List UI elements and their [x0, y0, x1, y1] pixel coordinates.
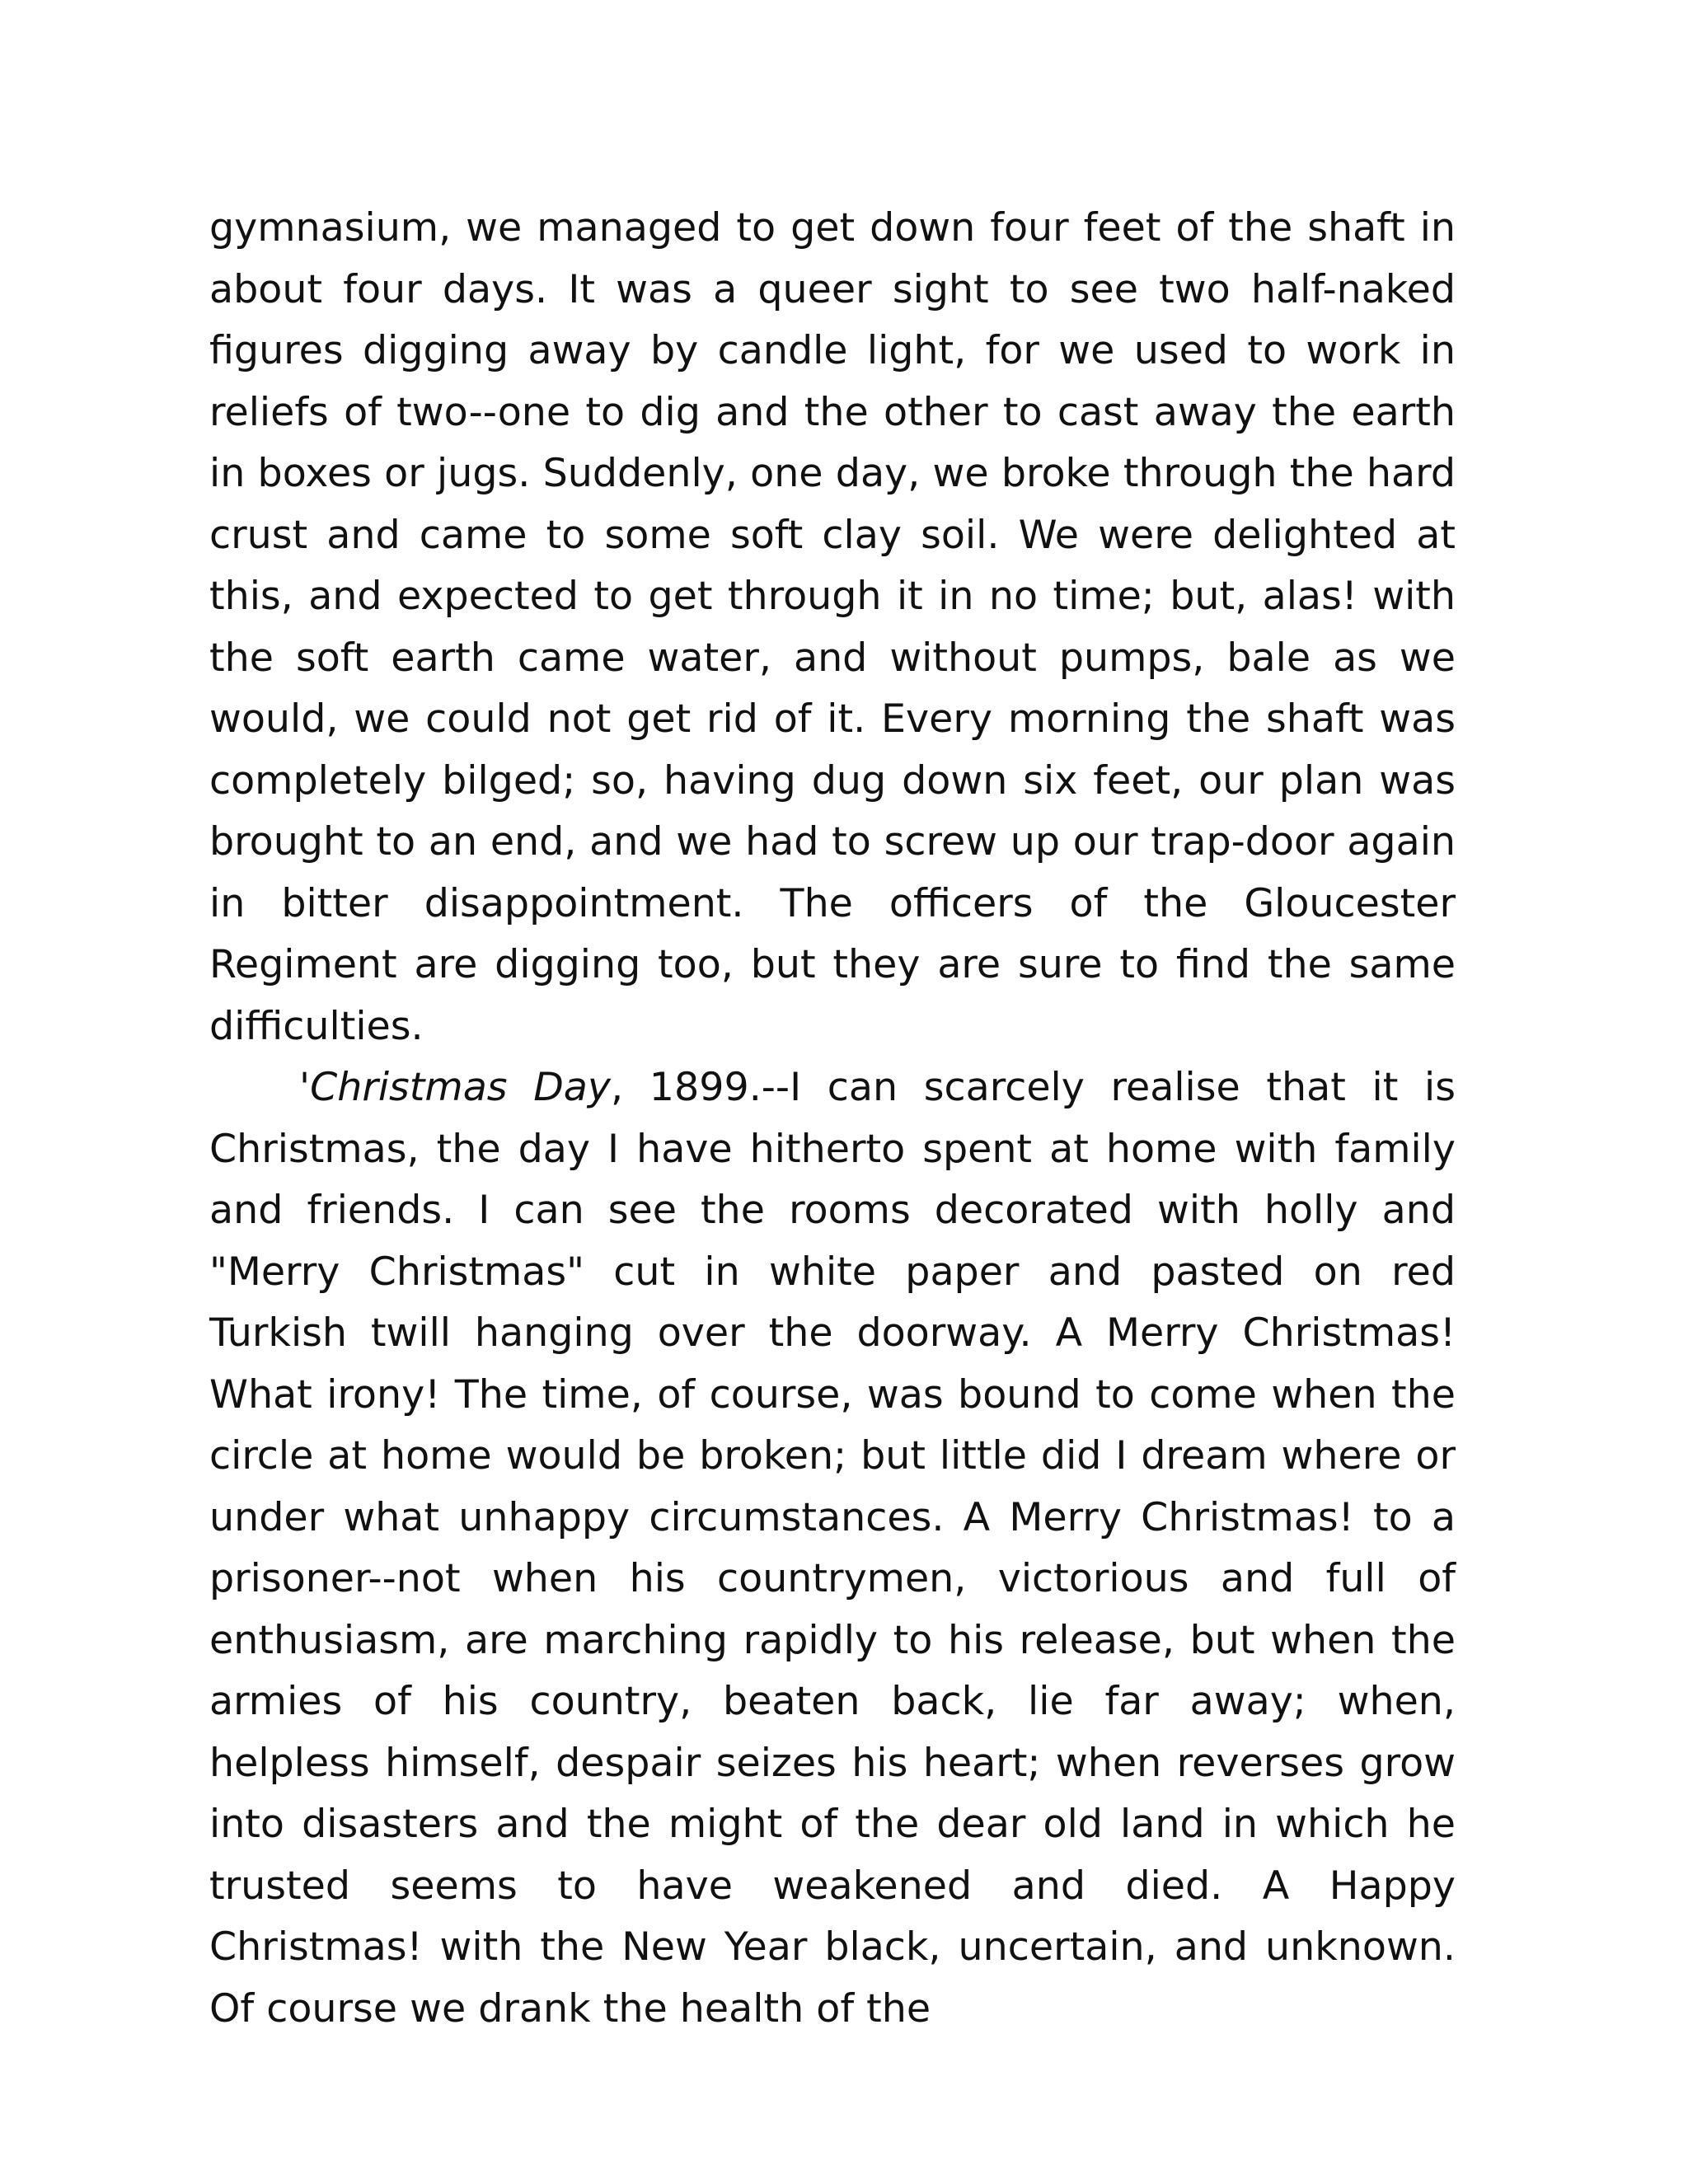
- christmas-day-text: , 1899.--I can scarcely realise that it is Christmas, the day I have hitherto spent at home with family and friends. I can see the rooms decorated with holly and "Merry Christmas" cut in white paper and pasted on red Turkish twill hanging over the doorway. A Merry Christmas! What irony! The time, of course, was bound to come when the circle at home would be broken; but little did I dream where or under what unhappy circumstances. A Merry Christmas! to a prisoner--not when his countrymen, victorious and full of enthusiasm, are marching rapidly to his release, but when the armies of his country, beaten back, lie far away; when, helpless himself, despair seizes his heart; when reverses grow into disasters and the might of the dear old land in which he trusted seems to have weakened and died. A Happy Christmas! with the New Year black, uncertain, and unknown. Of course we drank the health of the: [209, 1065, 1456, 2032]
- paragraph-shaft-digging: gymnasium, we managed to get down four feet of the shaft in about four days. It was a queer sight to see two half-naked figures digging away by candle light, for we used to work in reliefs of two--one to dig and the other to cast away the earth in boxes or jugs. Suddenly, one day, we broke through the hard crust and came to some soft clay soil. We were delighted at this, and expected to get through it in no time; but, alas! with the soft earth came water, and without pumps, bale as we would, we could not get rid of it. Every morning the shaft was completely bilged; so, having dug down six feet, our plan was brought to an end, and we had to screw up our trap-door again in bitter disappointment. The officers of the Gloucester Regiment are digging too, but they are sure to find the same difficulties.: [209, 205, 1456, 1049]
- document-page: [209, 198, 1456, 2040]
- christmas-day-heading: Christmas Day: [310, 1065, 612, 1110]
- opening-quote: ': [299, 1065, 311, 1110]
- paragraph-christmas-day: [209, 1057, 1456, 2040]
